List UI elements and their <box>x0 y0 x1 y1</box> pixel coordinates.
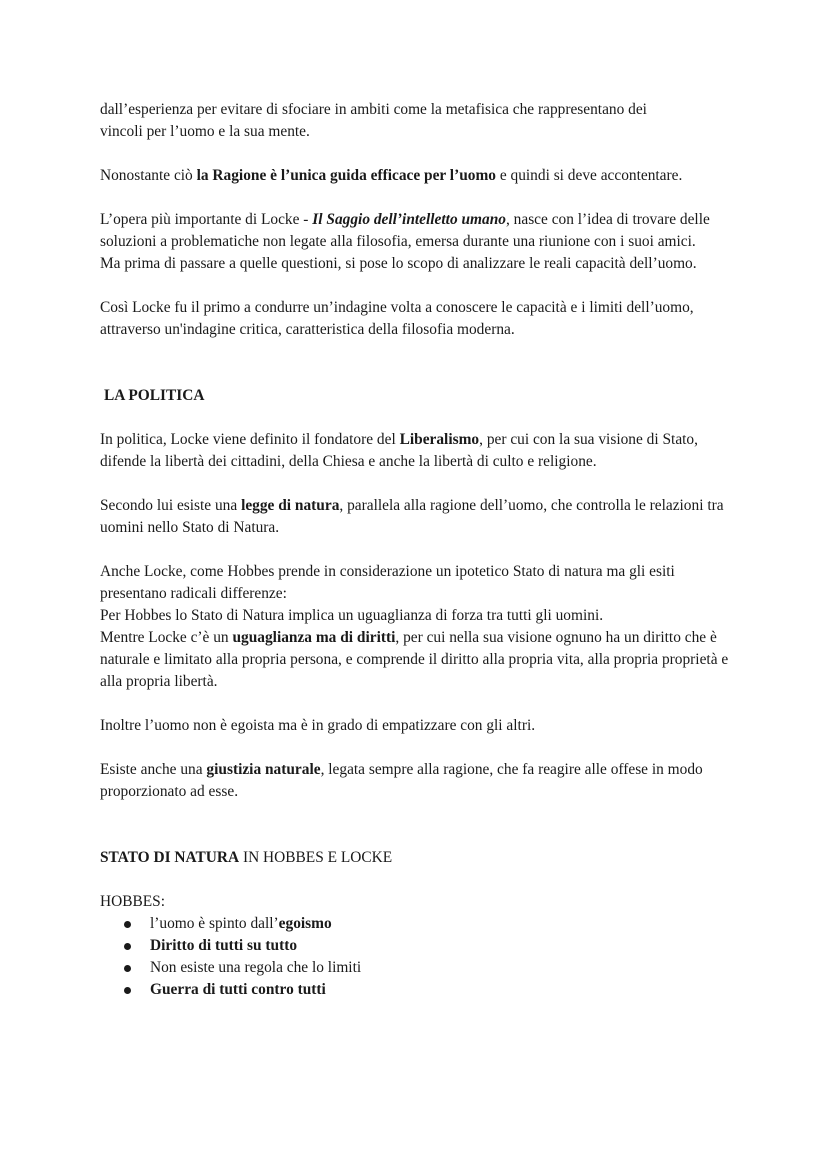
bold-phrase: la Ragione è l’unica guida efficace per l’uomo <box>196 167 496 184</box>
paragraph-text: , parallela alla ragione dell’uomo, che controlla le relazioni tra uomini nello Stato di Natura. <box>100 497 724 536</box>
paragraph-text: In politica, Locke viene definito il fondatore del <box>100 431 400 448</box>
paragraph-text: , per cui nella sua visione ognuno ha un diritto che è naturale e limitato alla propria persona, e comprende il diritto alla propria vita, alla propria proprietà e alla propria libertà. <box>100 629 729 690</box>
heading-la-politica: LA POLITICA <box>104 387 205 404</box>
bold-phrase: legge di natura <box>241 497 340 514</box>
bold-phrase: egoismo <box>278 915 332 932</box>
list-item <box>124 957 740 979</box>
paragraph-liberalismo <box>100 429 740 473</box>
paragraph-text: e quindi si deve accontentare. <box>495 167 683 184</box>
paragraph-text: Per Hobbes lo Stato di Natura implica un uguaglianza di forza tra tutti gli uomini. <box>100 607 604 624</box>
paragraph-ragione <box>100 165 740 187</box>
paragraph-opera <box>100 209 740 275</box>
book-title: Il Saggio dell’intelletto umano <box>312 211 506 228</box>
paragraph-text: , per cui con la sua visione di Stato, difende la libertà dei cittadini, della Chiesa e anche la libertà di culto e religione. <box>100 431 698 470</box>
heading-bold-part: STATO DI NATURA <box>100 849 240 866</box>
paragraph-empatia: Inoltre l’uomo non è egoista ma è in grado di empatizzare con gli altri. <box>100 717 536 734</box>
bullet-icon <box>124 943 131 950</box>
list-item-text: Diritto di tutti su tutto <box>150 937 298 954</box>
bold-phrase: Liberalismo <box>399 431 480 448</box>
paragraph-text: , nasce con l’idea di trovare delle soluzioni a problematiche non legate alla filosofia, emersa durante una riunione con i suoi amici. <box>100 211 710 250</box>
paragraph-legge-natura <box>100 495 740 539</box>
paragraph-text: vincoli per l’uomo e la sua mente. <box>100 123 310 140</box>
list-item <box>124 913 740 935</box>
paragraph-giustizia <box>100 759 740 803</box>
paragraph-text: Secondo lui esiste una <box>100 497 242 514</box>
list-item <box>124 979 740 1001</box>
label-hobbes: HOBBES: <box>100 893 165 910</box>
list-item-text: l’uomo è spinto dall’ <box>150 915 279 932</box>
list-item-text: Guerra di tutti contro tutti <box>150 981 326 998</box>
paragraph-text: Nonostante ciò <box>100 167 197 184</box>
paragraph-text: dall’esperienza per evitare di sfociare in ambiti come la metafisica che rappresentano dei <box>100 101 647 118</box>
list-item <box>124 935 740 957</box>
heading-stato-di-natura <box>100 847 740 869</box>
hobbes-bullet-list <box>100 913 740 1001</box>
paragraph-text: L’opera più importante di Locke - <box>100 211 313 228</box>
paragraph-text: Mentre Locke c’è un <box>100 629 233 646</box>
paragraph-indagine: Così Locke fu il primo a condurre un’indagine volta a conoscere le capacità e i limiti dell’uomo, attraverso un'indagine critica, caratteristica della filosofia moderna. <box>100 299 694 338</box>
paragraph-stato-natura <box>100 561 740 693</box>
bullet-icon <box>124 965 131 972</box>
paragraph-metafisica <box>100 99 740 143</box>
bold-phrase: giustizia naturale <box>206 761 321 778</box>
bullet-icon <box>124 987 131 994</box>
paragraph-text: Anche Locke, come Hobbes prende in considerazione un ipotetico Stato di natura ma gli esiti presentano radicali differenze: <box>100 563 675 602</box>
list-item-text: Non esiste una regola che lo limiti <box>150 959 362 976</box>
document-page <box>100 99 740 1001</box>
bold-phrase: uguaglianza ma di diritti <box>232 629 396 646</box>
heading-rest-part: IN HOBBES E LOCKE <box>239 849 393 866</box>
paragraph-text: , legata sempre alla ragione, che fa reagire alle offese in modo proporzionato ad esse. <box>100 761 703 800</box>
bullet-icon <box>124 921 131 928</box>
paragraph-text: Ma prima di passare a quelle questioni, si pose lo scopo di analizzare le reali capacità dell’uomo. <box>100 255 697 272</box>
paragraph-text: Esiste anche una <box>100 761 207 778</box>
